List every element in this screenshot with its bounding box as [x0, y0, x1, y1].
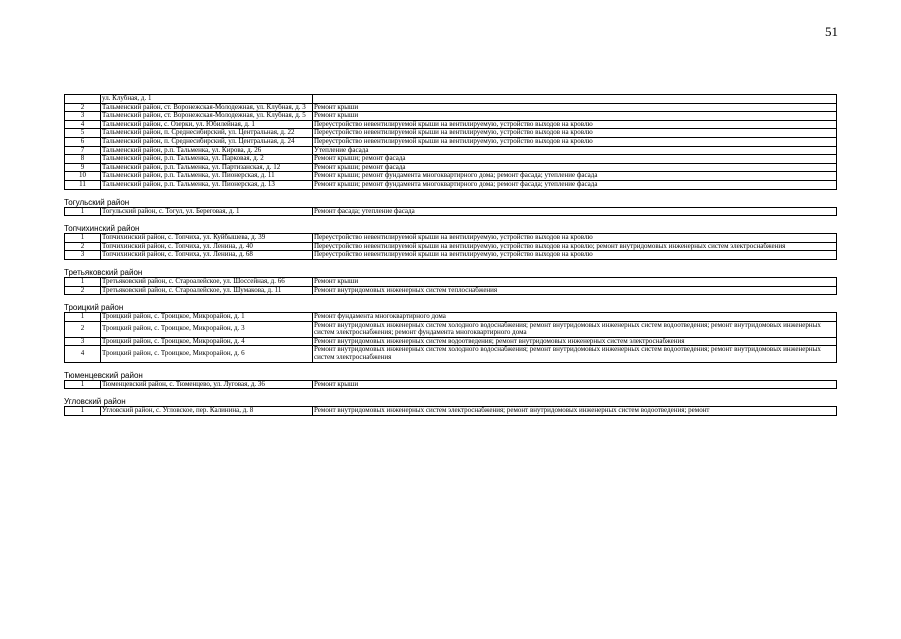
district-heading: Угловский район — [64, 397, 126, 407]
row-address: Угловский район, с. Угловское, пер. Калинина, д. 8 — [101, 407, 313, 416]
row-number: 3 — [65, 112, 101, 121]
row-number: 6 — [65, 137, 101, 146]
row-address: Тальменский район, р.п. Тальменка, ул. Пионерская, д. 13 — [101, 180, 313, 189]
row-work: Ремонт внутридомовых инженерных систем холодного водоснабжения; ремонт внутридомовых инженерных систем водоотведения; ремонт внутридомовых инженерных систем электроснабжения; ремонт фундамента многоквартирного дома — [313, 321, 837, 337]
district-table — [64, 233, 837, 260]
table-row — [65, 407, 837, 416]
row-work: Переустройство невентилируемой крыши на вентилируемую, устройство выходов на кровлю — [313, 234, 837, 243]
row-number: 1 — [65, 407, 101, 416]
district-table — [64, 207, 837, 217]
table-row — [65, 129, 837, 138]
table-row — [65, 277, 837, 286]
row-work: Ремонт крыши; ремонт фундамента многоквартирного дома; ремонт фасада; утепление фасада — [313, 172, 837, 181]
row-work: Ремонт внутридомовых инженерных систем электроснабжения; ремонт внутридомовых инженерных систем водоотведения; ремонт — [313, 407, 837, 416]
row-address: Тальменский район, с. Озерки, ул. Юбилейная, д. 1 — [101, 120, 313, 129]
table-row — [65, 180, 837, 189]
district-heading: Топчихинский район — [64, 224, 140, 234]
row-work: Ремонт фасада; утепление фасада — [313, 207, 837, 216]
row-number: 5 — [65, 129, 101, 138]
row-address: Третьяковский район, с. Староалейское, ул. Шумакова, д. 11 — [101, 286, 313, 295]
row-work: Ремонт крыши; ремонт фасада — [313, 155, 837, 164]
row-number: 9 — [65, 163, 101, 172]
row-address: Троицкий район, с. Троицкое, Микрорайон, д. 4 — [101, 337, 313, 346]
row-number: 4 — [65, 346, 101, 362]
table-row — [65, 207, 837, 216]
row-address: Тальменский район, р.п. Тальменка, ул. Пионерская, д. 11 — [101, 172, 313, 181]
row-number: 3 — [65, 251, 101, 260]
table-row — [65, 95, 837, 104]
row-work: Ремонт фундамента многоквартирного дома — [313, 313, 837, 322]
row-address: Топчихинский район, с. Топчиха, ул. Ленина, д. 68 — [101, 251, 313, 260]
row-address: Тальменский район, ст. Воронежская-Молодежная, ул. Клубная, д. 3 — [101, 103, 313, 112]
district-heading: Тогульский район — [64, 197, 130, 207]
row-address: Тальменский район, п. Среднесибирский, ул. Центральная, д. 22 — [101, 129, 313, 138]
row-work: Ремонт внутридомовых инженерных систем теплоснабжения — [313, 286, 837, 295]
row-number: 1 — [65, 207, 101, 216]
district-table — [64, 277, 837, 295]
row-work: Переустройство невентилируемой крыши на вентилируемую, устройство выходов на кровлю — [313, 137, 837, 146]
row-address: Третьяковский район, с. Староалейское, ул. Шоссейная, д. 66 — [101, 277, 313, 286]
row-work: Ремонт крыши; ремонт фундамента многоквартирного дома; ремонт фасада; утепление фасада — [313, 180, 837, 189]
district-table — [64, 406, 837, 416]
row-address: Тальменский район, р.п. Тальменка, ул. Кирова, д. 26 — [101, 146, 313, 155]
row-work: Переустройство невентилируемой крыши на вентилируемую, устройство выходов на кровлю — [313, 129, 837, 138]
row-address: Троицкий район, с. Троицкое, Микрорайон, д. 3 — [101, 321, 313, 337]
row-number: 1 — [65, 313, 101, 322]
table-row — [65, 337, 837, 346]
row-address: Топчихинский район, с. Топчиха, ул. Ленина, д. 40 — [101, 242, 313, 251]
row-work: Ремонт крыши; ремонт фасада — [313, 163, 837, 172]
row-number — [65, 95, 101, 104]
district-heading: Троицкий район — [64, 303, 124, 313]
district-table — [64, 312, 837, 363]
table-row — [65, 380, 837, 389]
row-work: Переустройство невентилируемой крыши на вентилируемую, устройство выходов на кровлю — [313, 120, 837, 129]
row-address: Тальменский район, р.п. Тальменка, ул. Парковая, д. 2 — [101, 155, 313, 164]
row-address: Тогульский район, с. Тогул, ул. Береговая, д. 1 — [101, 207, 313, 216]
row-address: Троицкий район, с. Троицкое, Микрорайон, д. 6 — [101, 346, 313, 362]
table-row — [65, 286, 837, 295]
row-number: 10 — [65, 172, 101, 181]
table-row — [65, 112, 837, 121]
district-heading: Тюменцевский район — [64, 370, 143, 380]
row-work — [313, 95, 837, 104]
row-work: Ремонт крыши — [313, 277, 837, 286]
table-row — [65, 103, 837, 112]
district-heading: Третьяковский район — [64, 267, 143, 277]
table-row — [65, 242, 837, 251]
row-work: Ремонт внутридомовых инженерных систем холодного водоснабжения; ремонт внутридомовых инженерных систем водоотведения; ремонт внутридомовых инженерных систем электроснабжения — [313, 346, 837, 362]
table-row — [65, 120, 837, 129]
row-work: Переустройство невентилируемой крыши на вентилируемую, устройство выходов на кровлю — [313, 251, 837, 260]
table-row — [65, 137, 837, 146]
row-number: 7 — [65, 146, 101, 155]
row-number: 1 — [65, 234, 101, 243]
table-row — [65, 251, 837, 260]
row-number: 8 — [65, 155, 101, 164]
row-number: 3 — [65, 337, 101, 346]
document-body — [64, 94, 836, 416]
row-number: 1 — [65, 277, 101, 286]
row-work: Ремонт крыши — [313, 112, 837, 121]
table-row — [65, 155, 837, 164]
table-talmensky — [64, 94, 837, 190]
table-row — [65, 313, 837, 322]
page-number: 51 — [825, 24, 838, 39]
table-row — [65, 163, 837, 172]
row-work: Утепление фасада — [313, 146, 837, 155]
table-row — [65, 146, 837, 155]
row-work: Ремонт крыши — [313, 380, 837, 389]
row-number: 2 — [65, 103, 101, 112]
row-work: Ремонт крыши — [313, 103, 837, 112]
row-number: 11 — [65, 180, 101, 189]
row-number: 2 — [65, 242, 101, 251]
row-address: Тальменский район, р.п. Тальменка, ул. Партизанская, д. 12 — [101, 163, 313, 172]
row-address: Троицкий район, с. Троицкое, Микрорайон, д. 1 — [101, 313, 313, 322]
table-row — [65, 172, 837, 181]
row-address: ул. Клубная, д. 1 — [101, 95, 313, 104]
row-address: Тальменский район, п. Среднесибирский, ул. Центральная, д. 24 — [101, 137, 313, 146]
row-number: 1 — [65, 380, 101, 389]
row-work: Ремонт внутридомовых инженерных систем водоотведения; ремонт внутридомовых инженерных систем электроснабжения — [313, 337, 837, 346]
row-address: Тальменский район, ст. Воронежская-Молодежная, ул. Клубная, д. 5 — [101, 112, 313, 121]
row-address: Тюменцевский район, с. Тюменцево, ул. Луговая, д. 36 — [101, 380, 313, 389]
row-number: 4 — [65, 120, 101, 129]
table-row — [65, 321, 837, 337]
row-number: 2 — [65, 286, 101, 295]
table-row — [65, 346, 837, 362]
table-row — [65, 234, 837, 243]
row-address: Топчихинский район, с. Топчиха, ул. Куйбышева, д. 39 — [101, 234, 313, 243]
row-number: 2 — [65, 321, 101, 337]
row-work: Переустройство невентилируемой крыши на вентилируемую, устройство выходов на кровлю; ремонт внутридомовых инженерных систем электроснабжения — [313, 242, 837, 251]
district-table — [64, 380, 837, 390]
districts-container — [64, 198, 836, 416]
